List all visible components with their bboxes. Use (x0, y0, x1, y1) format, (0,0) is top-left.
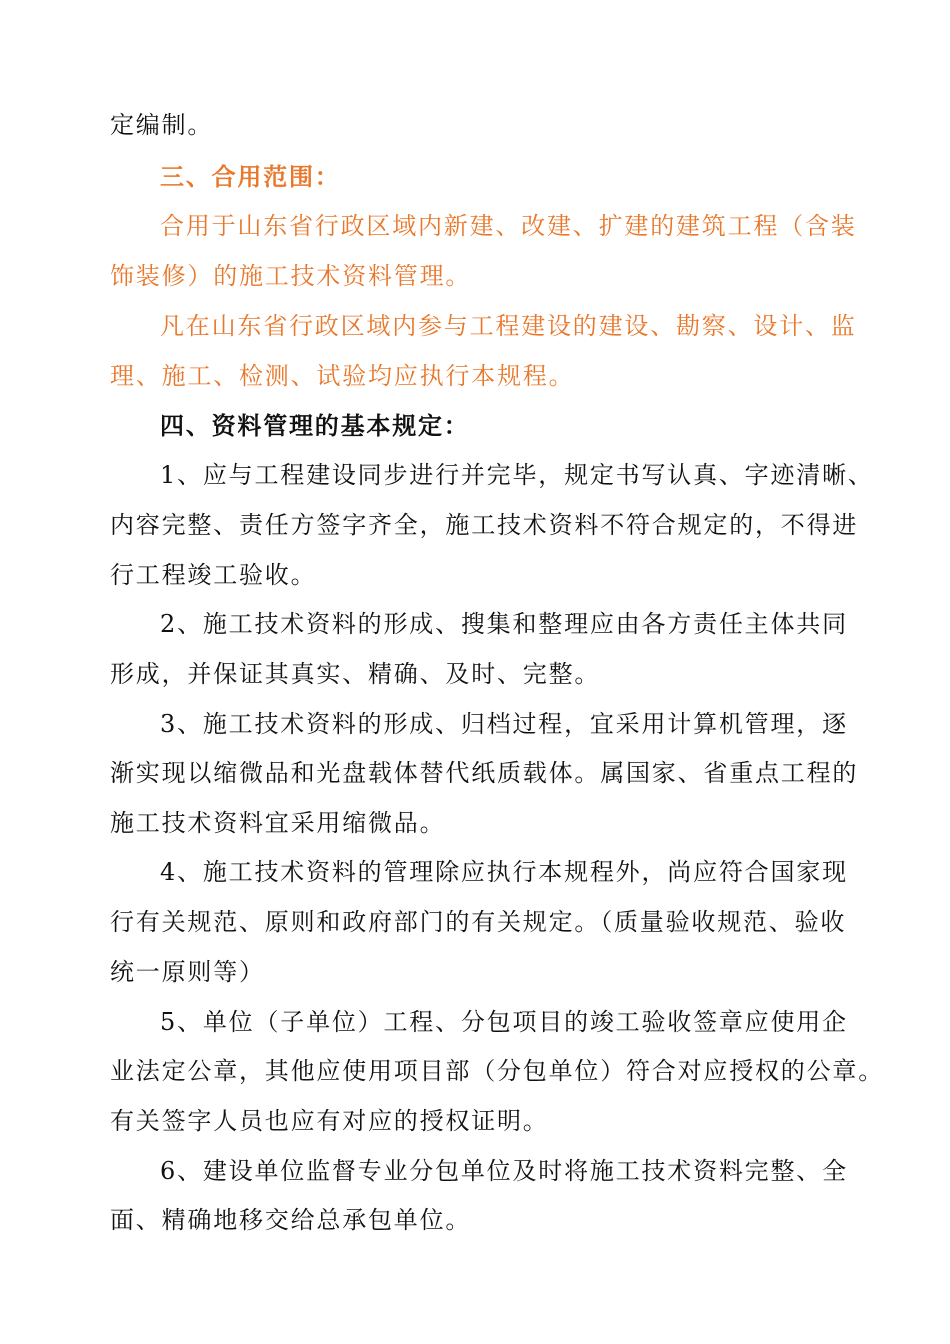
text-line: 形成，并保证其真实、精确、及时、完整。 (110, 660, 601, 688)
text-line: 渐实现以缩微品和光盘载体替代纸质载体。属国家、省重点工程的 (110, 759, 859, 787)
text-line: 行有关规范、原则和政府部门的有关规定。（质量验收规范、验收 (110, 908, 847, 936)
section-heading-basic-rules: 四、资料管理的基本规定： (160, 411, 470, 440)
text-line: 4、施工技术资料的管理除应执行本规程外，尚应符合国家现 (160, 858, 848, 886)
text-line: 面、精确地移交给总承包单位。 (110, 1206, 472, 1234)
text-line: 合用于山东省行政区域内新建、改建、扩建的建筑工程（含装 (160, 212, 857, 240)
text-line: 有关签字人员也应有对应的授权证明。 (110, 1107, 549, 1135)
text-line: 饰装修）的施工技术资料管理。 (110, 262, 472, 290)
text-line: 业法定公章，其他应使用项目部（分包单位）符合对应授权的公章。 (110, 1057, 884, 1085)
text-line: 1、应与工程建设同步进行并完毕，规定书写认真、字迹清晰、 (160, 461, 874, 489)
text-line: 理、施工、检测、试验均应执行本规程。 (110, 362, 575, 390)
text-line: 2、施工技术资料的形成、搜集和整理应由各方责任主体共同 (160, 610, 848, 638)
text-line: 统一原则等） (110, 958, 265, 986)
text-line: 6、建设单位监督专业分包单位及时将施工技术资料完整、全 (160, 1157, 848, 1185)
section-heading-scope: 三、合用范围： (160, 162, 341, 191)
text-line: 5、单位（子单位）工程、分包项目的竣工验收签章应使用企 (160, 1008, 848, 1036)
text-line: 凡在山东省行政区域内参与工程建设的建设、勘察、设计、监 (160, 312, 857, 340)
text-line: 施工技术资料宜采用缩微品。 (110, 809, 446, 837)
text-line: 3、施工技术资料的形成、归档过程，宜采用计算机管理，逐 (160, 710, 848, 738)
text-line: 定编制。 (110, 111, 214, 139)
text-line: 行工程竣工验收。 (110, 561, 317, 589)
text-line: 内容完整、责任方签字齐全，施工技术资料不符合规定的，不得进 (110, 511, 859, 539)
